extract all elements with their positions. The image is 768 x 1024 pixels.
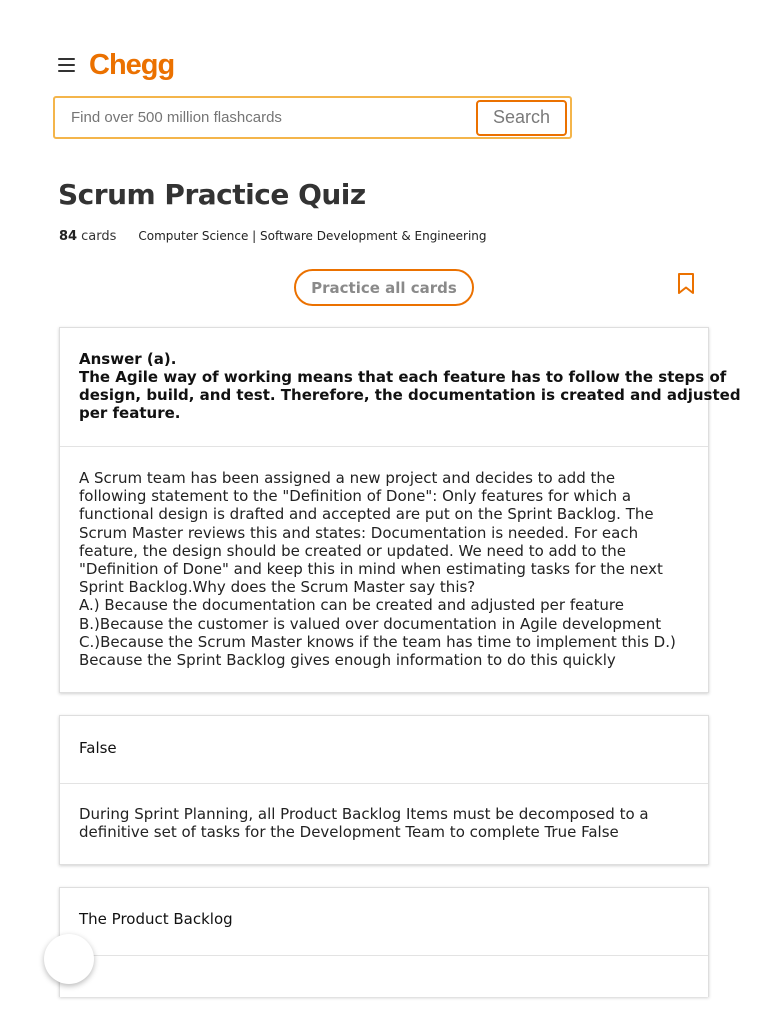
hamburger-menu-icon[interactable]: [58, 54, 80, 76]
card-text-line: False: [79, 739, 117, 757]
flashcard-back: [60, 447, 708, 669]
card-text-line: Sprint Backlog.Why does the Scrum Master say this?: [79, 578, 476, 597]
card-text-line: definitive set of tasks for the Development Team to complete True False: [79, 823, 619, 842]
flashcard-front: [60, 328, 741, 447]
card-text-line: "Definition of Done" and keep this in mind when estimating tasks for the next: [79, 560, 663, 579]
card-text-line: B.)Because the customer is valued over documentation in Agile development: [79, 614, 662, 633]
practice-all-cards-button[interactable]: Practice all cards: [294, 269, 474, 306]
card-text-line: feature, the design should be created or updated. We need to add to the: [79, 541, 626, 560]
card-count-label: cards: [81, 229, 117, 244]
search-bar: [53, 96, 572, 139]
page-title: Scrum Practice Quiz: [58, 178, 366, 211]
flashcard[interactable]: [59, 715, 709, 865]
flashcard[interactable]: [59, 887, 709, 997]
flashcard[interactable]: [59, 327, 741, 693]
card-text-line: design, build, and test. Therefore, the documentation is created and adjusted: [79, 386, 741, 404]
card-text-line: functional design is drafted and accepted are put on the Sprint Backlog. The: [79, 505, 654, 524]
card-text-line: Answer (a).: [79, 350, 177, 368]
chegg-logo[interactable]: Chegg: [89, 48, 175, 81]
flashcard-front: [60, 888, 708, 956]
deck-category[interactable]: Computer Science | Software Development & Engineering: [138, 229, 487, 243]
card-text-line: The Agile way of working means that each feature has to follow the steps of: [79, 368, 727, 386]
search-button[interactable]: Search: [476, 100, 567, 136]
floating-action-button[interactable]: [44, 934, 94, 984]
deck-meta: [59, 229, 487, 244]
card-text-line: C.)Because the Scrum Master knows if the team has time to implement this D.): [79, 632, 676, 651]
flashcard-front: [60, 716, 708, 784]
card-text-line: The Product Backlog: [79, 910, 233, 928]
card-text-line: following statement to the "Definition of Done": Only features for which a: [79, 487, 632, 506]
card-text-line: A Scrum team has been assigned a new project and decides to add the: [79, 469, 616, 487]
card-text-line: During Sprint Planning, all Product Backlog Items must be decomposed to a: [79, 805, 649, 823]
bookmark-icon[interactable]: [676, 272, 696, 296]
card-text-line: A.) Because the documentation can be created and adjusted per feature: [79, 596, 624, 615]
card-count: 84: [59, 229, 78, 244]
bookmark-icon-graphic: [676, 272, 696, 296]
site-header: [58, 48, 174, 82]
card-text-line: per feature.: [79, 404, 181, 422]
flashcard-back: [60, 784, 708, 841]
card-text-line: Scrum Master reviews this and states: Documentation is needed. For each: [79, 523, 639, 542]
search-input[interactable]: [55, 98, 476, 137]
card-text-line: Because the Sprint Backlog gives enough information to do this quickly: [79, 651, 616, 670]
